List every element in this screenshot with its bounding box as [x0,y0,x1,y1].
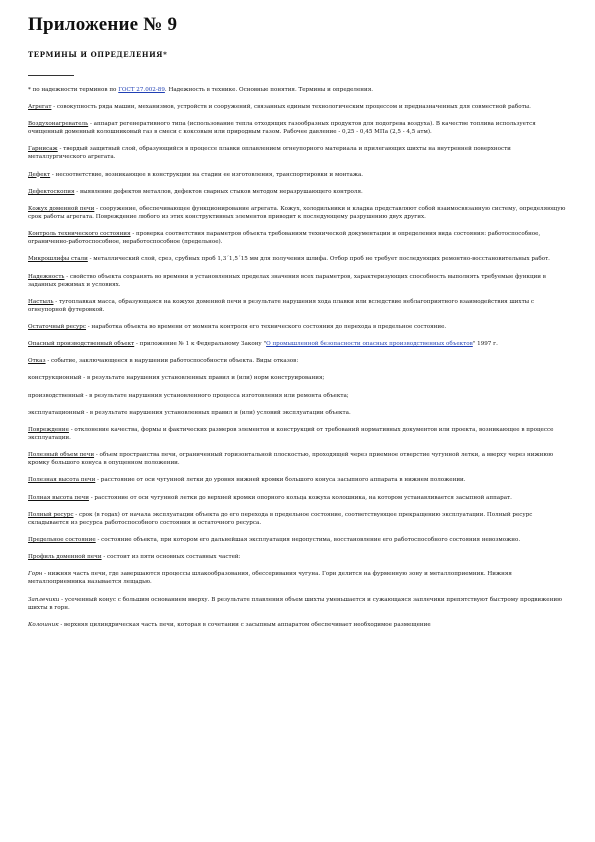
definition-term: Настыль [28,298,54,305]
definition-text: - состоит из пяти основных составных частей: [101,554,241,561]
definition-text: эксплуатационный - в результате нарушения установленных правил и (или) условий эксплуатации объекта. [28,409,351,416]
definition-text: - срок (в годах) от начала эксплуатации объекта до его перехода в предельное состояние, соответствующее прекращению эксплуатации. Полный ресурс складывается из ресурса работоспособного состояния и остаточного ресурса. [28,511,533,526]
definition-subterm: Заплечики [28,596,60,603]
definition-text: - совокупность ряда машин, механизмов, устройств и сооружений, связанных единым технологическим процессом и предназначенных для совместной работы. [51,104,531,110]
definition-term: Микрошлифы стали [28,256,88,263]
definition-term: Полный ресурс [28,511,74,518]
definition-term: Гарнисаж [28,146,58,153]
page-title: Приложение № 9 [28,14,178,35]
definition-entry [28,494,567,502]
definition-text: - расстояние от оси чугунной летки до уровня нижней кромки большого конуса засыпного аппарата в нижнем положении. [95,477,466,484]
definition-entry [28,171,567,179]
definition-text: - состояние объекта, при котором его дальнейшая эксплуатация недопустима, восстановление его работоспособного состояния невозможно. [95,536,521,543]
definition-term: Предельное состояние [28,536,96,543]
definition-entry [28,120,567,136]
definition-subterm: Горн [28,571,43,578]
definition-text: - выявление дефектов металлов, дефектов сварных стыков методом неразрушающего контроля. [74,188,363,195]
definition-term: Агрегат [28,104,52,110]
definition-term: Дефект [28,171,51,178]
definition-entry [28,357,567,365]
definition-text: - усеченный конус с большим основанием вверху. В результате плавления объем шихты уменьшается и сужающаяся заплечики препятствуют быстрому продвижению шихты в горн. [28,596,562,611]
definition-text: - верхняя цилиндрическая часть печи, которая в сочетании с засыпным аппаратом обеспечивает необходимое размещение [58,621,431,628]
definition-entry [28,392,567,400]
definition-entry [28,340,567,348]
definition-entry [28,145,567,161]
definition-term: Полезная высота печи [28,477,96,484]
definition-text: - металлический слой, срез, срубных проб 1,3´1,5´15 мм для получения шлифа. Отбор проб не требует последующих ремонтно-восстановительных работ. [87,256,550,263]
definition-entry [28,451,567,467]
definition-text: - свойство объекта сохранять во времени в установленных пределах значения всех параметров, характеризующих способность выполнять требуемые функции в заданных режимах и условиях. [28,273,546,288]
definition-term: Полная высота печи [28,494,89,501]
section-subtitle: ТЕРМИНЫ И ОПРЕДЕЛЕНИЯ* [28,50,168,59]
definition-entry [28,103,567,111]
definition-entry [28,511,567,527]
definition-entry [28,409,567,417]
definition-term: Воздухонагреватель [28,121,89,128]
definition-text: - объем пространства печи, ограниченный горизонтальной плоскостью, проходящей через приемное отверстие чугунной летки, а вверху через нижнюю кромку большого конуса в опущенном положении. [28,452,554,467]
definition-entry [28,374,567,382]
definition-entry [28,323,567,331]
definition-entry [28,596,567,612]
definition-entry [28,476,567,484]
definition-term: Повреждение [28,427,69,433]
definition-text-end: " 1997 г. [472,341,498,348]
definition-term: Остаточный ресурс [28,323,87,330]
definition-entry [28,426,567,442]
definition-entry [28,536,567,544]
definition-term: Дефектоскопия [28,188,75,195]
definition-text: - расстояние от оси чугунной летки до верхней кромки опорного кольца кожуха колошника, на котором устанавливается засыпной аппарат. [88,494,512,501]
definition-entry [28,255,567,263]
definition-entry [28,230,567,246]
definition-text: производственный - в результате нарушения установленного процесса изготовления или ремонта объекта; [28,392,349,399]
definition-entry [28,298,567,314]
definition-text: - наработка объекта во времени от момента контроля его технического состояния до перехода в предельное состояние. [86,323,447,330]
definition-entry [28,621,567,629]
definition-text: - отклонение качества, формы и фактических размеров элементов и конструкций от требований нормативных документов или проекта, возникающее в процессе эксплуатации. [28,427,554,441]
definition-subterm: Колошник [28,621,59,628]
definition-term: Контроль технического состояния [28,231,131,238]
definition-text: - несоответствие, возникающее в конструкции на стадии ее изготовления, транспортировки и монтажа. [50,171,364,178]
definition-text: - тугоплавкая масса, образующаяся на кожухе доменной печи в результате нарушения хода плавки или вследствие неблагоприятного взаимодействия шихты с огнеупорной футеровкой. [28,298,535,313]
definition-text: - приложение № 1 к Федеральному Закону " [134,341,267,348]
definition-text: - нижняя часть печи, где завершаются процессы шлакообразования, обессеривания чугуна. Горн делится на фурменную зону и металлоприемник. Нижняя металлоприемника называется лещадью. [28,571,512,586]
law-link[interactable]: О промышленной безопасности опасных производственных объектов [266,341,473,348]
footnote-suffix: . Надежность в технике. Основные понятия. Термины и определения. [164,87,374,93]
definition-text: - аппарат регенеративного типа (использование тепла отходящих газообразных продуктов для подогрева воздуха). В качестве топлива используется очищенный доменный колошниковый газ в смеси с коксовым или природным газом. Рабочее давление - 0,25 - 0,45 МПа (2,5 - 4,5 атм). [28,121,536,136]
definition-entry [28,188,567,196]
definition-entry [28,273,567,289]
definition-text: - твердый защитный слой, образующийся в процессе плавки оплавлением огнеупорного материала и прилегающих шихты на внутренней поверхности металлургического агрегата. [28,146,511,161]
definition-text: - проверка соответствия параметров объекта требованиям технической документации и определения вида состояния: работоспособное, ограниченно-работоспособное, неработоспособное (предельное). [28,231,541,246]
definition-text: - событие, заключающееся в нарушении работоспособности объекта. Виды отказов: [45,358,299,365]
definition-entry [28,570,567,586]
definitions-list [28,103,567,629]
definition-term: Отказ [28,358,46,365]
gost-link[interactable]: ГОСТ 27.002-89 [118,87,165,93]
footnote-prefix: * по надежности терминов по [28,87,119,93]
definition-entry [28,553,567,561]
definition-term: Полезный объем печи [28,452,95,459]
definition-text: - сооружение, обеспечивающее функционирование агрегата. Кожух, холодильники и кладка представляют собой взаимосвязанную систему, определяющую срок работы агрегата. Повреждение любого из этих конструктивных элементов приводит к последующему разрушению двух других. [28,205,566,220]
definition-term: Кожух доменной печи [28,205,95,212]
definition-term: Профиль доменной печи [28,554,102,561]
definition-entry [28,205,567,221]
footnote-divider [28,75,74,76]
definition-text: конструкционный - в результате нарушения установленных правил и (или) норм конструирования; [28,375,325,382]
definition-term: Опасный производственный объект [28,341,135,348]
footnote [28,86,567,94]
definition-term: Надежность [28,273,65,280]
